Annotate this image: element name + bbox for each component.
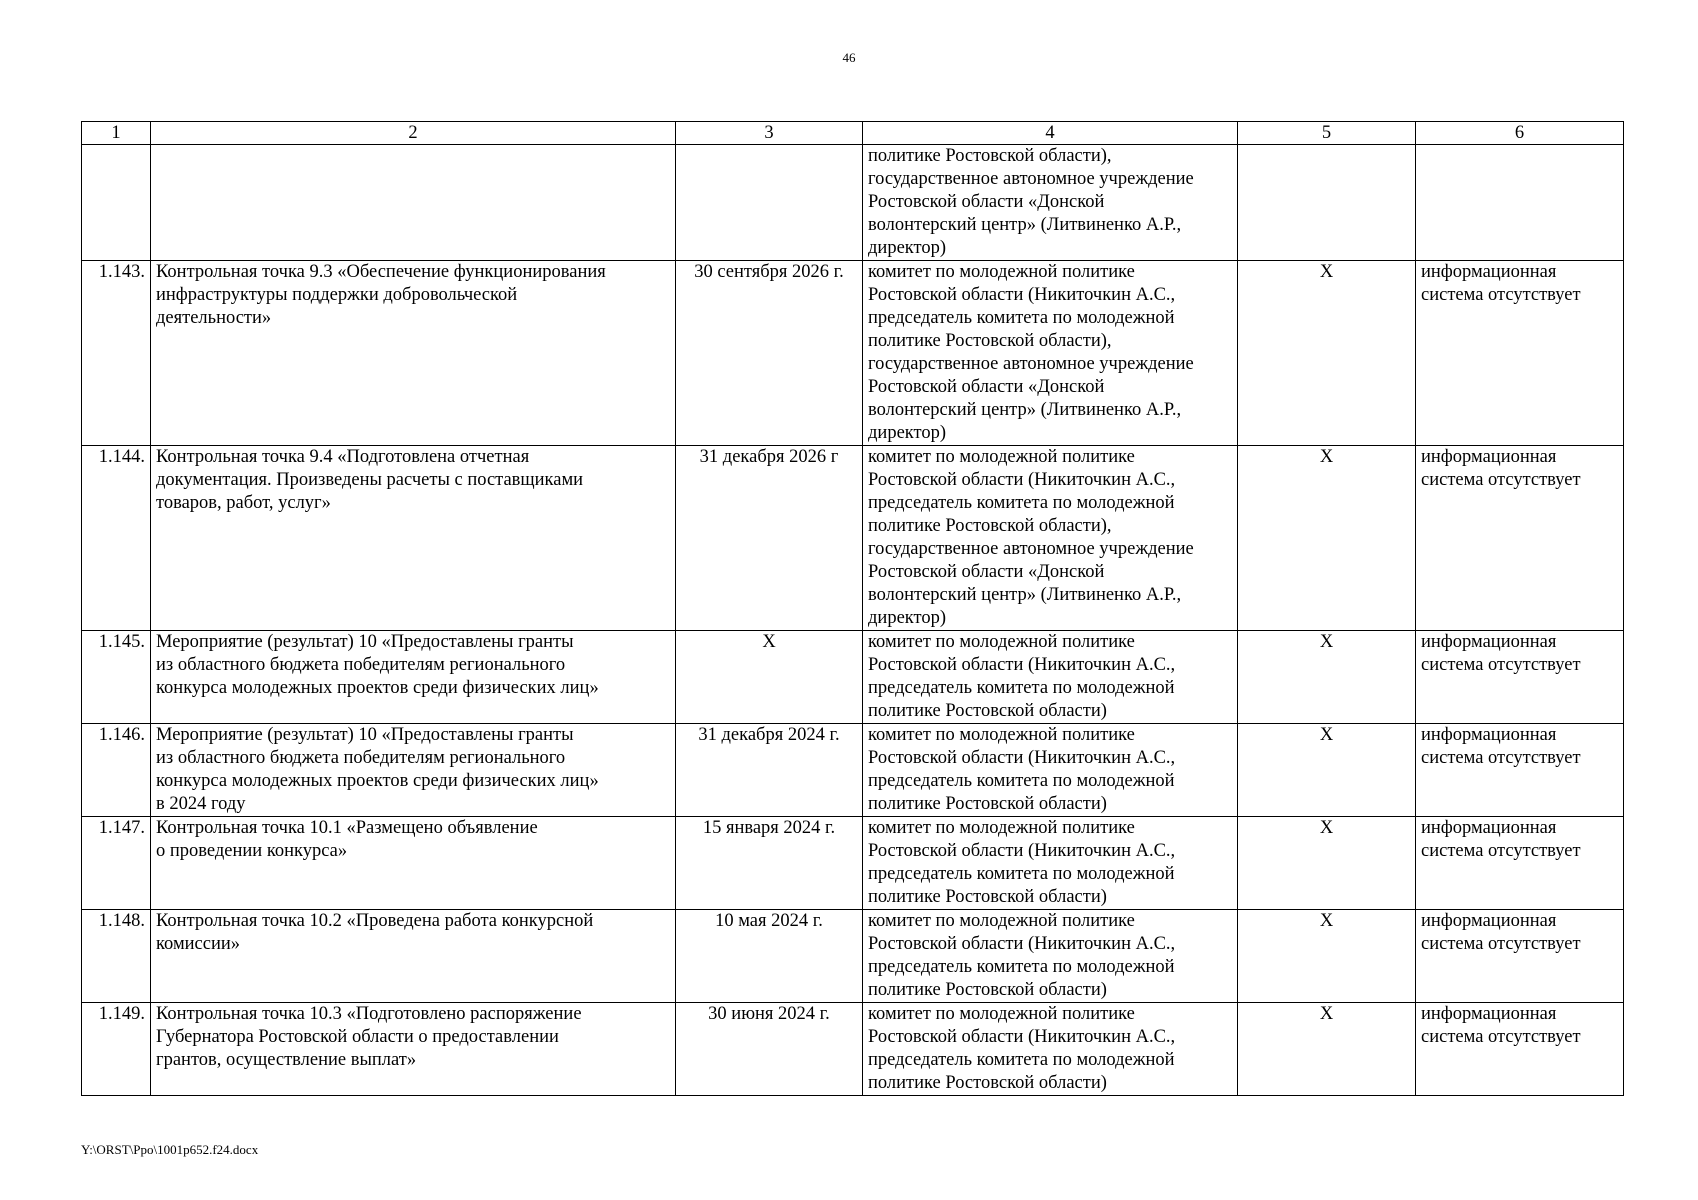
information-system-cell-text: информационная система отсутствует bbox=[1421, 1004, 1581, 1047]
information-system-cell bbox=[1416, 724, 1624, 817]
column-5-cell bbox=[1238, 261, 1416, 446]
event-name-cell-text: Контрольная точка 9.3 «Обеспечение функционирования инфраструктуры поддержки добровольческой деятельности» bbox=[156, 262, 606, 328]
column-5-cell bbox=[1238, 910, 1416, 1003]
column-5-cell bbox=[1238, 817, 1416, 910]
table-header-row bbox=[82, 122, 1624, 145]
information-system-cell-text: информационная система отсутствует bbox=[1421, 447, 1581, 490]
row-number-cell bbox=[82, 817, 151, 910]
row-number-cell bbox=[82, 446, 151, 631]
header-cell-6: 6 bbox=[1416, 122, 1624, 145]
header-cell-4: 4 bbox=[863, 122, 1238, 145]
deadline-cell bbox=[676, 261, 863, 446]
deadline-cell-text: 10 мая 2024 г. bbox=[715, 911, 823, 931]
event-name-cell bbox=[151, 910, 676, 1003]
responsible-cell-text: комитет по молодежной политике Ростовской области (Никиточкин А.С., председатель комитета по молодежной политике Ростовской области) bbox=[868, 632, 1176, 721]
information-system-cell bbox=[1416, 910, 1624, 1003]
column-5-cell-text: X bbox=[1319, 447, 1334, 467]
event-name-cell-text: Контрольная точка 10.3 «Подготовлено распоряжение Губернатора Ростовской области о предоставлении грантов, осуществление выплат» bbox=[156, 1004, 582, 1070]
responsible-cell bbox=[863, 817, 1238, 910]
column-5-cell bbox=[1238, 631, 1416, 724]
deadline-cell-text: 31 декабря 2024 г. bbox=[698, 725, 840, 745]
column-5-cell-text: X bbox=[1319, 632, 1334, 652]
responsible-cell-text: комитет по молодежной политике Ростовской области (Никиточкин А.С., председатель комитета по молодежной политике Ростовской области) bbox=[868, 1004, 1176, 1093]
information-system-cell-text: информационная система отсутствует bbox=[1421, 632, 1581, 675]
column-5-cell-text: X bbox=[1319, 911, 1334, 931]
row-number-cell-text: 1.145. bbox=[98, 632, 145, 652]
responsible-cell-text: комитет по молодежной политике Ростовской области (Никиточкин А.С., председатель комитета по молодежной политике Ростовской области) bbox=[868, 818, 1176, 907]
row-number-cell bbox=[82, 910, 151, 1003]
event-name-cell bbox=[151, 145, 676, 261]
responsible-cell bbox=[863, 724, 1238, 817]
row-number-cell-text: 1.143. bbox=[98, 262, 145, 282]
information-system-cell bbox=[1416, 1003, 1624, 1096]
column-5-cell-text: X bbox=[1319, 262, 1334, 282]
event-name-cell bbox=[151, 261, 676, 446]
information-system-cell bbox=[1416, 446, 1624, 631]
row-number-cell bbox=[82, 1003, 151, 1096]
event-name-cell bbox=[151, 817, 676, 910]
row-number-cell-text: 1.148. bbox=[98, 911, 145, 931]
footer-file-path: Y:\ORST\Ppo\1001p652.f24.docx bbox=[81, 1142, 259, 1157]
row-number-cell-text: 1.149. bbox=[98, 1004, 145, 1024]
row-number-cell bbox=[82, 261, 151, 446]
deadline-cell bbox=[676, 631, 863, 724]
header-cell-2: 2 bbox=[151, 122, 676, 145]
responsible-cell bbox=[863, 631, 1238, 724]
table-row bbox=[82, 910, 1624, 1003]
page-number: 46 bbox=[842, 50, 856, 65]
table-row bbox=[82, 1003, 1624, 1096]
event-name-cell-text: Мероприятие (результат) 10 «Предоставлены гранты из областного бюджета победителям регионального конкурса молодежных проектов среди физических лиц» bbox=[156, 632, 599, 698]
information-system-cell bbox=[1416, 817, 1624, 910]
deadline-cell bbox=[676, 910, 863, 1003]
information-system-cell bbox=[1416, 145, 1624, 261]
event-name-cell bbox=[151, 631, 676, 724]
deadline-cell-text: 30 сентября 2026 г. bbox=[694, 262, 844, 282]
event-name-cell bbox=[151, 1003, 676, 1096]
responsible-cell bbox=[863, 145, 1238, 261]
column-5-cell-text: X bbox=[1319, 1004, 1334, 1024]
responsible-cell bbox=[863, 910, 1238, 1003]
information-system-cell bbox=[1416, 261, 1624, 446]
deadline-cell bbox=[676, 145, 863, 261]
responsible-cell bbox=[863, 446, 1238, 631]
responsible-cell-text: комитет по молодежной политике Ростовской области (Никиточкин А.С., председатель комитета по молодежной политике Ростовской области) bbox=[868, 911, 1176, 1000]
row-number-cell bbox=[82, 145, 151, 261]
deadline-cell-text: X bbox=[762, 632, 776, 652]
information-system-cell bbox=[1416, 631, 1624, 724]
row-number-cell-text: 1.147. bbox=[98, 818, 145, 838]
column-5-cell bbox=[1238, 724, 1416, 817]
responsible-cell bbox=[863, 261, 1238, 446]
deadline-cell bbox=[676, 446, 863, 631]
event-name-cell bbox=[151, 724, 676, 817]
information-system-cell-text: информационная система отсутствует bbox=[1421, 911, 1581, 954]
responsible-cell-text: комитет по молодежной политике Ростовской области (Никиточкин А.С., председатель комитета по молодежной политике Ростовской области) bbox=[868, 725, 1176, 814]
row-number-cell-text: 1.146. bbox=[98, 725, 145, 745]
table-row bbox=[82, 446, 1624, 631]
responsible-cell bbox=[863, 1003, 1238, 1096]
deadline-cell bbox=[676, 817, 863, 910]
plan-table bbox=[81, 121, 1624, 1096]
deadline-cell bbox=[676, 1003, 863, 1096]
table-row bbox=[82, 817, 1624, 910]
deadline-cell-text: 15 января 2024 г. bbox=[702, 818, 836, 838]
information-system-cell-text: информационная система отсутствует bbox=[1421, 725, 1581, 768]
row-number-cell bbox=[82, 631, 151, 724]
responsible-cell-text: комитет по молодежной политике Ростовской области (Никиточкин А.С., председатель комитета по молодежной политике Ростовской области), государственное автономное учреждение Ростовской области «Донской волонтерский центр» (Литвиненко А.Р., директор) bbox=[868, 447, 1194, 628]
header-cell-1: 1 bbox=[82, 122, 151, 145]
deadline-cell bbox=[676, 724, 863, 817]
event-name-cell-text: Контрольная точка 10.1 «Размещено объявление о проведении конкурса» bbox=[156, 818, 538, 861]
column-5-cell-text: X bbox=[1319, 818, 1334, 838]
responsible-cell-text: комитет по молодежной политике Ростовской области (Никиточкин А.С., председатель комитета по молодежной политике Ростовской области), государственное автономное учреждение Ростовской области «Донской волонтерский центр» (Литвиненко А.Р., директор) bbox=[868, 262, 1194, 443]
row-number-cell bbox=[82, 724, 151, 817]
column-5-cell-text: X bbox=[1319, 725, 1334, 745]
column-5-cell bbox=[1238, 446, 1416, 631]
event-name-cell-text: Контрольная точка 9.4 «Подготовлена отчетная документация. Произведены расчеты с поставщиками товаров, работ, услуг» bbox=[156, 447, 584, 513]
table-row bbox=[82, 261, 1624, 446]
table-row bbox=[82, 724, 1624, 817]
header-cell-3: 3 bbox=[676, 122, 863, 145]
column-5-cell bbox=[1238, 1003, 1416, 1096]
deadline-cell-text: 30 июня 2024 г. bbox=[708, 1004, 830, 1024]
table-row bbox=[82, 631, 1624, 724]
row-number-cell-text: 1.144. bbox=[98, 447, 145, 467]
column-5-cell bbox=[1238, 145, 1416, 261]
header-cell-5: 5 bbox=[1238, 122, 1416, 145]
event-name-cell-text: Мероприятие (результат) 10 «Предоставлены гранты из областного бюджета победителям регионального конкурса молодежных проектов среди физических лиц» в 2024 году bbox=[156, 725, 599, 814]
information-system-cell-text: информационная система отсутствует bbox=[1421, 262, 1581, 305]
deadline-cell-text: 31 декабря 2026 г bbox=[699, 447, 839, 467]
event-name-cell-text: Контрольная точка 10.2 «Проведена работа конкурсной комиссии» bbox=[156, 911, 594, 954]
event-name-cell bbox=[151, 446, 676, 631]
table-row bbox=[82, 145, 1624, 261]
responsible-cell-text: политике Ростовской области), государственное автономное учреждение Ростовской области «Донской волонтерский центр» (Литвиненко А.Р., директор) bbox=[868, 146, 1194, 258]
information-system-cell-text: информационная система отсутствует bbox=[1421, 818, 1581, 861]
